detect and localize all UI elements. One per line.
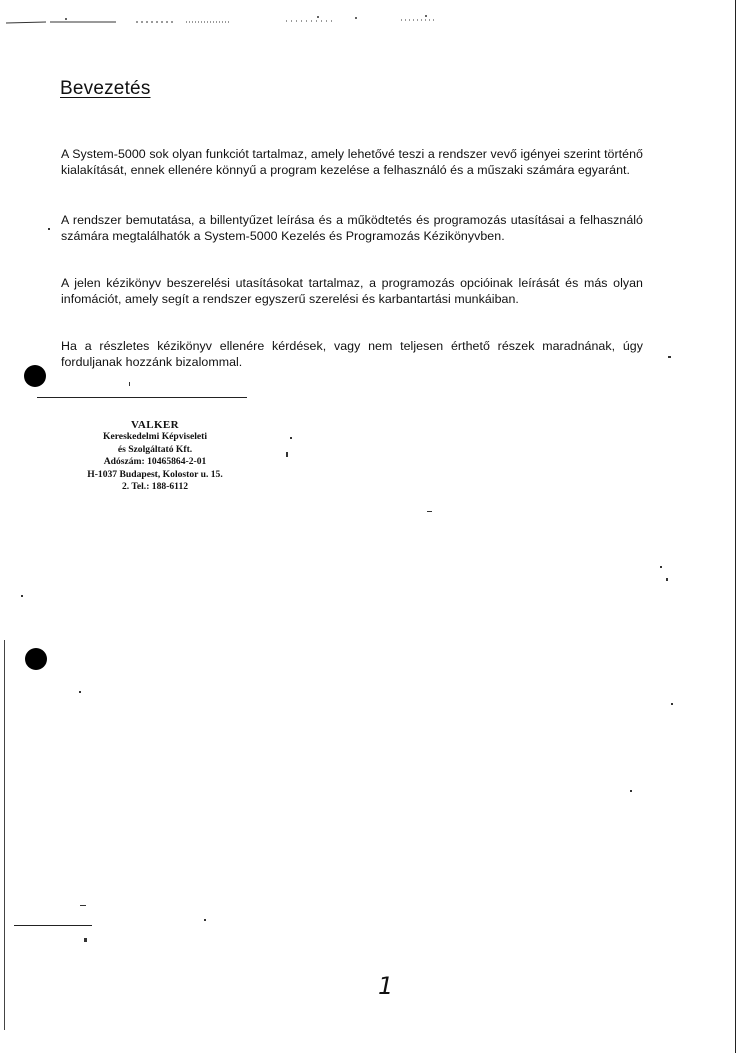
scan-speck (84, 938, 87, 942)
scan-speck (286, 452, 288, 457)
scan-speck (204, 919, 206, 921)
scan-speck (630, 790, 632, 792)
paragraph-manual-contents: A jelen kézikönyv beszerelési utasításokat tartalmaz, a programozás opcióinak leírását és más olyan infomációt, amely segít a rendszer egyszerű szerelési és karbantartási munkáiban. (61, 276, 643, 307)
stamp-line: H-1037 Budapest, Kolostor u. 15. (87, 468, 223, 480)
stamp-divider-line (37, 397, 247, 398)
scan-speck (80, 905, 86, 906)
scan-noise-top (6, 14, 436, 26)
stamp-line: 2. Tel.: 188-6112 (121, 481, 189, 493)
company-stamp (60, 419, 250, 493)
scan-speck (48, 228, 50, 230)
scan-speck (290, 437, 292, 439)
paragraph-contact: Ha a részletes kézikönyv ellenére kérdések, vagy nem teljesen érthető részek maradnának, úgy forduljanak hozzánk bizalommal. (61, 339, 643, 370)
footer-rule-line (14, 925, 92, 926)
scan-speck (427, 511, 432, 512)
stamp-company-name: VALKER (130, 419, 180, 431)
paragraph-manual-reference: A rendszer bemutatása, a billentyűzet leírása és a működtetés és programozás utasításai a felhasználó számára megtalálhatók a System-5000 Kezelés és Programozás Kézikönyvben. (61, 213, 643, 244)
page-number: 1 (378, 972, 394, 1000)
page-heading: Bevezetés (60, 78, 151, 99)
scan-edge-left (4, 640, 5, 1030)
scan-speck (129, 382, 130, 386)
punch-hole-lower (25, 648, 47, 670)
scan-speck (668, 356, 671, 358)
scan-speck (671, 703, 673, 705)
stamp-line: Adószám: 10465864-2-01 (103, 456, 207, 468)
scan-speck (79, 691, 81, 693)
punch-hole-upper (24, 365, 46, 387)
scan-edge-right (735, 0, 736, 1053)
scan-speck (21, 595, 23, 597)
scan-speck (660, 566, 662, 568)
stamp-line: Kereskedelmi Képviseleti (103, 431, 207, 443)
scan-speck (666, 578, 668, 581)
paragraph-intro: A System-5000 sok olyan funkciót tartalmaz, amely lehetővé teszi a rendszer vevő igényei szerint történő kialakítását, ennek ellenére könnyű a program kezelése a felhasználó és a műszaki számára egyaránt. (61, 147, 643, 178)
stamp-line: és Szolgáltató Kft. (117, 443, 193, 455)
